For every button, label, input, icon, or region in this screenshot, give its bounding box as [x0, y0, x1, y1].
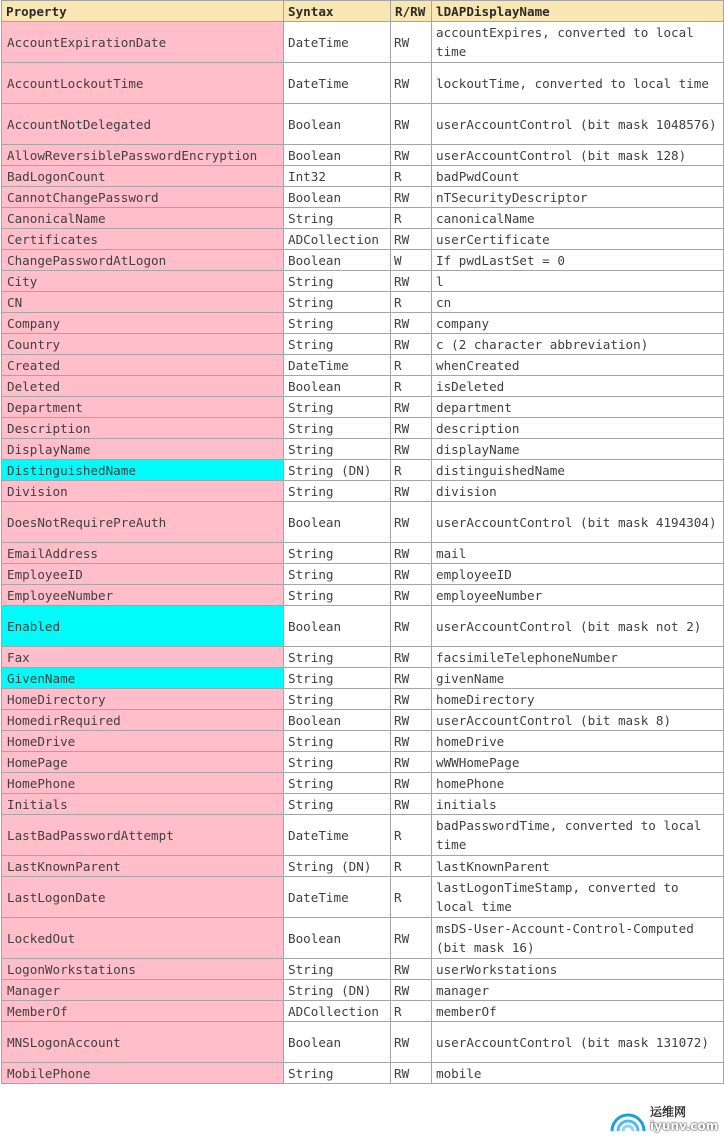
cell-ldap-display-name: l: [432, 271, 724, 292]
cell-property: LastBadPasswordAttempt: [2, 815, 284, 856]
cell-ldap-display-name: facsimileTelephoneNumber: [432, 647, 724, 668]
table-row: [2, 585, 724, 606]
cell-rw: R: [391, 355, 432, 376]
cell-property: EmployeeID: [2, 564, 284, 585]
cell-property: CanonicalName: [2, 208, 284, 229]
cell-ldap-display-name: initials: [432, 794, 724, 815]
table-row: [2, 959, 724, 980]
cell-syntax: Int32: [284, 166, 391, 187]
cell-ldap-display-name: userWorkstations: [432, 959, 724, 980]
table-row: [2, 481, 724, 502]
cell-ldap-display-name: msDS-User-Account-Control-Computed (bit mask 16): [432, 918, 724, 959]
cell-rw: RW: [391, 543, 432, 564]
table-row: [2, 1022, 724, 1063]
cell-syntax: DateTime: [284, 877, 391, 918]
cell-ldap-display-name: cn: [432, 292, 724, 313]
cell-ldap-display-name: lastKnownParent: [432, 856, 724, 877]
cell-syntax: Boolean: [284, 104, 391, 145]
table-row: [2, 376, 724, 397]
cell-syntax: Boolean: [284, 1022, 391, 1063]
table-row: [2, 856, 724, 877]
table-row: [2, 668, 724, 689]
cell-syntax: Boolean: [284, 606, 391, 647]
cell-syntax: String (DN): [284, 460, 391, 481]
table-row: [2, 543, 724, 564]
cell-syntax: Boolean: [284, 710, 391, 731]
cell-rw: R: [391, 815, 432, 856]
cell-syntax: String: [284, 689, 391, 710]
cell-property: DistinguishedName: [2, 460, 284, 481]
cell-syntax: String: [284, 313, 391, 334]
cell-rw: RW: [391, 647, 432, 668]
cell-syntax: DateTime: [284, 22, 391, 63]
table-row: [2, 418, 724, 439]
cell-syntax: String: [284, 481, 391, 502]
cell-syntax: String: [284, 773, 391, 794]
header-property: Property: [2, 1, 284, 22]
cell-syntax: String (DN): [284, 856, 391, 877]
ad-user-properties-table: [1, 0, 724, 1084]
table-row: [2, 166, 724, 187]
cell-ldap-display-name: department: [432, 397, 724, 418]
cell-rw: RW: [391, 668, 432, 689]
cell-rw: RW: [391, 585, 432, 606]
table-row: [2, 229, 724, 250]
cell-rw: RW: [391, 313, 432, 334]
cell-rw: RW: [391, 481, 432, 502]
cell-property: HomeDrive: [2, 731, 284, 752]
table-row: [2, 752, 724, 773]
cell-rw: RW: [391, 1063, 432, 1084]
cell-rw: W: [391, 250, 432, 271]
cell-ldap-display-name: isDeleted: [432, 376, 724, 397]
cell-ldap-display-name: userAccountControl (bit mask 4194304): [432, 502, 724, 543]
table-row: [2, 22, 724, 63]
cell-rw: RW: [391, 502, 432, 543]
cell-rw: RW: [391, 187, 432, 208]
cell-ldap-display-name: badPasswordTime, converted to local time: [432, 815, 724, 856]
cell-ldap-display-name: manager: [432, 980, 724, 1001]
table-row: [2, 187, 724, 208]
cell-rw: RW: [391, 334, 432, 355]
cell-property: MemberOf: [2, 1001, 284, 1022]
cell-property: MobilePhone: [2, 1063, 284, 1084]
cell-syntax: DateTime: [284, 815, 391, 856]
cell-rw: RW: [391, 959, 432, 980]
cell-rw: RW: [391, 22, 432, 63]
cell-property: Initials: [2, 794, 284, 815]
cell-property: AllowReversiblePasswordEncryption: [2, 145, 284, 166]
cell-rw: RW: [391, 710, 432, 731]
cell-property: ChangePasswordAtLogon: [2, 250, 284, 271]
cell-syntax: DateTime: [284, 63, 391, 104]
cell-ldap-display-name: distinguishedName: [432, 460, 724, 481]
cell-rw: RW: [391, 606, 432, 647]
table-row: [2, 918, 724, 959]
cell-syntax: String: [284, 794, 391, 815]
cell-property: Deleted: [2, 376, 284, 397]
cell-property: CN: [2, 292, 284, 313]
cell-property: HomedirRequired: [2, 710, 284, 731]
cell-property: Enabled: [2, 606, 284, 647]
cell-rw: R: [391, 166, 432, 187]
cell-ldap-display-name: mobile: [432, 1063, 724, 1084]
cell-syntax: String: [284, 397, 391, 418]
table-row: [2, 355, 724, 376]
cell-rw: RW: [391, 104, 432, 145]
cell-property: Company: [2, 313, 284, 334]
cell-syntax: String (DN): [284, 980, 391, 1001]
table-row: [2, 773, 724, 794]
cell-property: HomePhone: [2, 773, 284, 794]
cell-property: HomeDirectory: [2, 689, 284, 710]
table-row: [2, 104, 724, 145]
cell-ldap-display-name: userAccountControl (bit mask 131072): [432, 1022, 724, 1063]
cell-property: GivenName: [2, 668, 284, 689]
table-row: [2, 1001, 724, 1022]
table-row: [2, 980, 724, 1001]
cell-ldap-display-name: lastLogonTimeStamp, converted to local time: [432, 877, 724, 918]
cell-property: LastKnownParent: [2, 856, 284, 877]
cell-rw: R: [391, 460, 432, 481]
cell-ldap-display-name: userAccountControl (bit mask 128): [432, 145, 724, 166]
cell-ldap-display-name: whenCreated: [432, 355, 724, 376]
cell-rw: RW: [391, 689, 432, 710]
cell-syntax: Boolean: [284, 918, 391, 959]
watermark-text: 运维网: [650, 1105, 687, 1119]
table-row: [2, 439, 724, 460]
cell-rw: RW: [391, 145, 432, 166]
cell-syntax: String: [284, 668, 391, 689]
cell-syntax: String: [284, 564, 391, 585]
cell-property: EmployeeNumber: [2, 585, 284, 606]
header-syntax: Syntax: [284, 1, 391, 22]
cell-syntax: Boolean: [284, 187, 391, 208]
cell-ldap-display-name: lockoutTime, converted to local time: [432, 63, 724, 104]
cell-syntax: String: [284, 1063, 391, 1084]
cell-rw: RW: [391, 731, 432, 752]
table-row: [2, 647, 724, 668]
cell-ldap-display-name: wWWHomePage: [432, 752, 724, 773]
cell-rw: R: [391, 1001, 432, 1022]
cell-ldap-display-name: displayName: [432, 439, 724, 460]
table-row: [2, 815, 724, 856]
cell-property: EmailAddress: [2, 543, 284, 564]
cell-property: LogonWorkstations: [2, 959, 284, 980]
cell-syntax: Boolean: [284, 250, 391, 271]
cell-ldap-display-name: company: [432, 313, 724, 334]
header-ldap-display-name: lDAPDisplayName: [432, 1, 724, 22]
cell-property: CannotChangePassword: [2, 187, 284, 208]
cell-rw: R: [391, 376, 432, 397]
cell-syntax: String: [284, 543, 391, 564]
cell-ldap-display-name: badPwdCount: [432, 166, 724, 187]
cell-ldap-display-name: description: [432, 418, 724, 439]
cell-ldap-display-name: division: [432, 481, 724, 502]
cell-rw: R: [391, 856, 432, 877]
cell-rw: RW: [391, 773, 432, 794]
cell-rw: RW: [391, 63, 432, 104]
cell-property: HomePage: [2, 752, 284, 773]
cell-syntax: Boolean: [284, 376, 391, 397]
cell-property: Description: [2, 418, 284, 439]
cell-syntax: Boolean: [284, 145, 391, 166]
cell-syntax: String: [284, 334, 391, 355]
cell-property: Created: [2, 355, 284, 376]
cell-property: Country: [2, 334, 284, 355]
cell-syntax: ADCollection: [284, 1001, 391, 1022]
cell-property: Division: [2, 481, 284, 502]
cell-property: AccountNotDelegated: [2, 104, 284, 145]
cell-property: AccountLockoutTime: [2, 63, 284, 104]
table-row: [2, 794, 724, 815]
cell-rw: RW: [391, 229, 432, 250]
table-body: [2, 22, 724, 1084]
cell-ldap-display-name: homeDirectory: [432, 689, 724, 710]
table-row: [2, 606, 724, 647]
cell-property: AccountExpirationDate: [2, 22, 284, 63]
table-row: [2, 250, 724, 271]
cell-syntax: ADCollection: [284, 229, 391, 250]
cell-rw: RW: [391, 439, 432, 460]
cell-rw: R: [391, 292, 432, 313]
cell-property: MNSLogonAccount: [2, 1022, 284, 1063]
cell-ldap-display-name: If pwdLastSet = 0: [432, 250, 724, 271]
table-row: [2, 1063, 724, 1084]
cell-ldap-display-name: userAccountControl (bit mask 1048576): [432, 104, 724, 145]
cell-syntax: String: [284, 292, 391, 313]
watermark-domain: iyunv.com: [650, 1119, 719, 1133]
cell-ldap-display-name: givenName: [432, 668, 724, 689]
table-header-row: [2, 1, 724, 22]
table-row: [2, 502, 724, 543]
table-row: [2, 292, 724, 313]
table-row: [2, 397, 724, 418]
cell-ldap-display-name: homeDrive: [432, 731, 724, 752]
site-watermark: [606, 1101, 718, 1137]
cell-ldap-display-name: canonicalName: [432, 208, 724, 229]
cell-property: Manager: [2, 980, 284, 1001]
cell-property: Certificates: [2, 229, 284, 250]
cell-rw: RW: [391, 418, 432, 439]
cell-rw: RW: [391, 271, 432, 292]
cell-ldap-display-name: userAccountControl (bit mask 8): [432, 710, 724, 731]
cell-ldap-display-name: homePhone: [432, 773, 724, 794]
cell-property: DisplayName: [2, 439, 284, 460]
cell-syntax: String: [284, 959, 391, 980]
cell-syntax: String: [284, 418, 391, 439]
cell-syntax: String: [284, 647, 391, 668]
table-row: [2, 731, 724, 752]
table-row: [2, 877, 724, 918]
cell-ldap-display-name: mail: [432, 543, 724, 564]
table-row: [2, 63, 724, 104]
cell-syntax: String: [284, 585, 391, 606]
table-row: [2, 689, 724, 710]
cell-ldap-display-name: userAccountControl (bit mask not 2): [432, 606, 724, 647]
cell-syntax: Boolean: [284, 502, 391, 543]
cell-rw: R: [391, 877, 432, 918]
table-row: [2, 271, 724, 292]
cell-ldap-display-name: userCertificate: [432, 229, 724, 250]
table-row: [2, 710, 724, 731]
cell-syntax: String: [284, 208, 391, 229]
cell-ldap-display-name: employeeNumber: [432, 585, 724, 606]
cell-property: Fax: [2, 647, 284, 668]
cell-ldap-display-name: accountExpires, converted to local time: [432, 22, 724, 63]
cell-syntax: String: [284, 271, 391, 292]
cell-rw: RW: [391, 918, 432, 959]
table-row: [2, 313, 724, 334]
header-rw: R/RW: [391, 1, 432, 22]
cell-ldap-display-name: nTSecurityDescriptor: [432, 187, 724, 208]
cell-syntax: String: [284, 731, 391, 752]
cell-property: LockedOut: [2, 918, 284, 959]
cell-ldap-display-name: c (2 character abbreviation): [432, 334, 724, 355]
cell-property: BadLogonCount: [2, 166, 284, 187]
cell-ldap-display-name: memberOf: [432, 1001, 724, 1022]
cell-syntax: String: [284, 439, 391, 460]
table-row: [2, 145, 724, 166]
cell-rw: RW: [391, 1022, 432, 1063]
cell-property: Department: [2, 397, 284, 418]
table-row: [2, 334, 724, 355]
cell-property: DoesNotRequirePreAuth: [2, 502, 284, 543]
cell-rw: R: [391, 208, 432, 229]
cell-property: City: [2, 271, 284, 292]
cell-syntax: String: [284, 752, 391, 773]
cell-rw: RW: [391, 980, 432, 1001]
cell-ldap-display-name: employeeID: [432, 564, 724, 585]
cell-rw: RW: [391, 397, 432, 418]
cell-rw: RW: [391, 564, 432, 585]
cell-property: LastLogonDate: [2, 877, 284, 918]
wifi-arc-logo-icon: [606, 1101, 650, 1137]
cell-syntax: DateTime: [284, 355, 391, 376]
table-row: [2, 460, 724, 481]
table-row: [2, 564, 724, 585]
cell-rw: RW: [391, 752, 432, 773]
table-row: [2, 208, 724, 229]
cell-rw: RW: [391, 794, 432, 815]
